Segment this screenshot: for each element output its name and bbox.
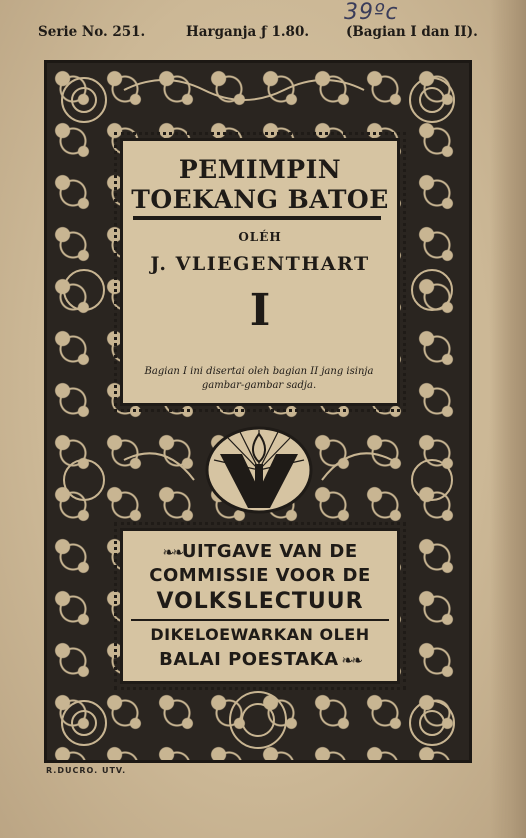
scroll-ornament-icon: ❧❧ [162,545,182,561]
price: Harganja ƒ 1.80. [186,24,310,40]
volume-note: Bagian I ini disertai oleh bagian II jang isinja gambar-gambar sadja. [144,366,374,391]
cover-header [0,24,526,46]
cover-edge-shadow [490,0,526,838]
title-rule [133,216,381,220]
volume-numeral: I [249,285,271,336]
publisher-line-2: COMMISSIE VOOR DE [149,565,371,586]
title-panel [120,138,400,406]
publisher-panel [120,528,400,684]
part-label: (Bagian I dan II). [346,24,478,40]
byline: OLÉH [238,230,282,244]
publisher-line-4: DIKELOEWARKAN OLEH [150,625,370,644]
series-number: Serie No. 251. [38,24,146,40]
scroll-ornament-icon: ❧❧ [338,653,361,669]
title-line-1: PEMIMPIN [178,155,342,184]
author-name: J. VLIEGENTHART [150,253,370,275]
publisher-line-1: ❧❧UITGAVE VAN DE [162,541,358,562]
handwritten-note: 39ºc [344,0,399,25]
torch-emblem-icon [198,420,320,520]
publisher-line-5: BALAI POESTAKA ❧❧ [159,649,361,670]
publisher-line-3: VOLKSLECTUUR [156,589,364,614]
title-line-2: TOEKANG BATOE [131,185,389,214]
printer-mark: R.DUCRO. UTV. [46,766,127,775]
publisher-rule [131,619,389,621]
